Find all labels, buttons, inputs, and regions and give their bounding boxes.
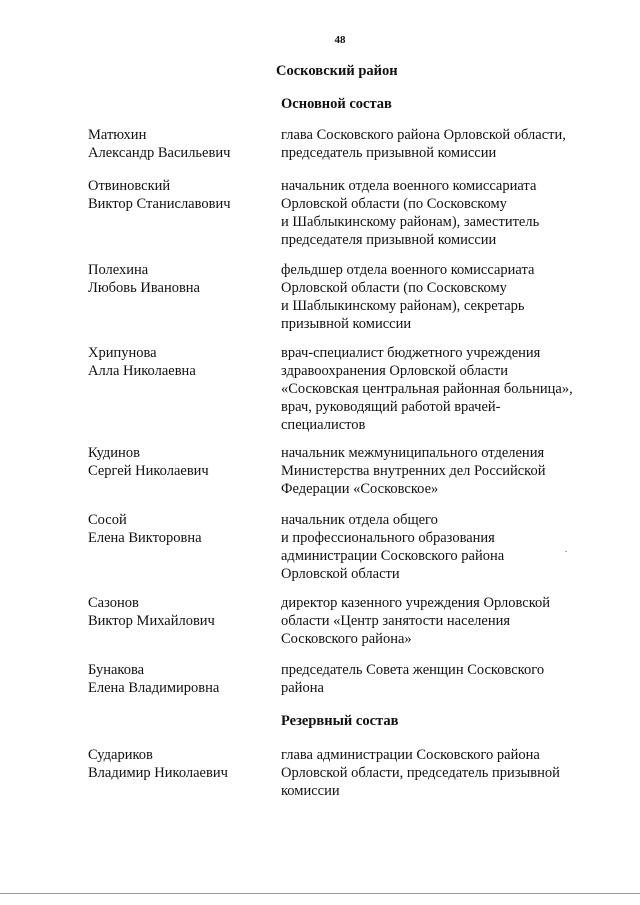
member-position: глава Сосковского района Орловской области, председатель призывной комиссии: [281, 127, 566, 161]
member-position: начальник отдела военного комиссариата Орловской области (по Сосковскому и Шаблыкинскому районам), заместитель председателя призывной комиссии: [281, 178, 540, 248]
district-title: Сосковский район: [276, 63, 398, 79]
member-name: Сазонов Виктор Михайлович: [88, 595, 215, 629]
page-number: 48: [334, 34, 346, 46]
member-name: Полехина Любовь Ивановна: [88, 262, 200, 296]
member-name: Бунакова Елена Владимировна: [88, 662, 220, 696]
member-position: начальник межмуниципального отделения Министерства внутренних дел Российской Федерации «Сосковское»: [281, 445, 546, 497]
member-name: Судариков Владимир Николаевич: [88, 747, 228, 781]
member-name: Матюхин Александр Васильевич: [88, 127, 231, 161]
member-position: директор казенного учреждения Орловской области «Центр занятости населения Сосковского района»: [281, 595, 551, 647]
reserve-composition-heading: Резервный состав: [281, 713, 399, 729]
scan-speck: [565, 551, 567, 552]
main-composition-heading: Основной состав: [281, 96, 392, 112]
member-position: начальник отдела общего и профессионального образования администрации Сосковского района Орловской области: [281, 512, 505, 582]
member-name: Кудинов Сергей Николаевич: [88, 445, 209, 479]
member-position: врач-специалист бюджетного учреждения здравоохранения Орловской области «Сосковская центральная районная больница», врач, руководящий работой врачей- специалистов: [281, 345, 573, 433]
page-bottom-edge: [0, 893, 640, 894]
member-position: председатель Совета женщин Сосковского района: [281, 662, 545, 696]
member-name: Хрипунова Алла Николаевна: [88, 345, 196, 379]
member-name: Сосой Елена Викторовна: [88, 512, 202, 546]
member-name: Отвиновский Виктор Станиславович: [88, 178, 231, 212]
member-position: фельдшер отдела военного комиссариата Орловской области (по Сосковскому и Шаблыкинскому районам), секретарь призывной комиссии: [281, 262, 535, 332]
member-position: глава администрации Сосковского района Орловской области, председатель призывной комиссии: [281, 747, 560, 799]
